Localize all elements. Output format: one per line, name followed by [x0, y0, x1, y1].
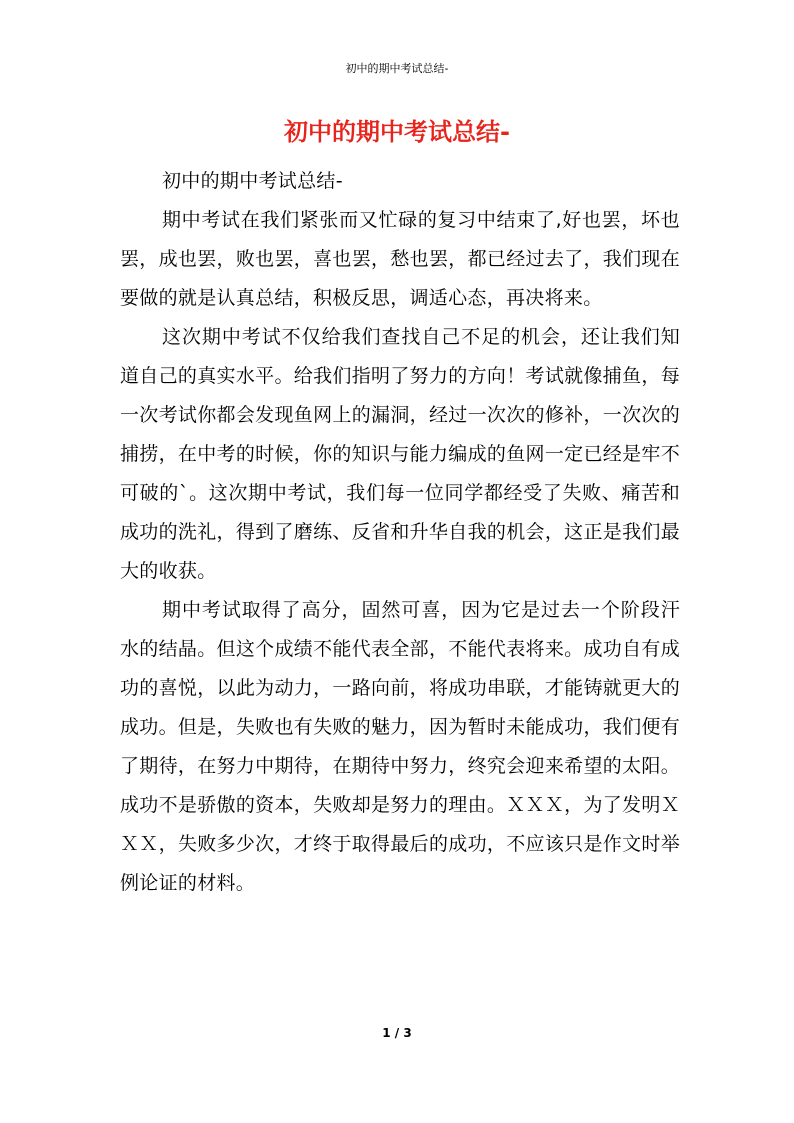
- paragraph-subtitle: 初中的期中考试总结-: [162, 170, 343, 192]
- paragraph: 期中考试取得了高分，固然可喜，因为它是过去一个阶段汗水的结晶。但这个成绩不能代表全部，不能代表将来。成功自有成功的喜悦，以此为动力，一路向前，将成功串联，才能铸就更大的成功。但是，失败也有失败的魅力，因为暂时未能成功，我们便有了期待，在努力中期待，在期待中努力，终究会迎来希望的太阳。成功不是骄傲的资本，失败却是努力的理由。ＸＸＸ，为了发明ＸＸＸ，失败多少次，才终于取得最后的成功，不应该只是作文时举例论证的材料。: [120, 599, 680, 894]
- document-body: [120, 162, 680, 903]
- document-title: 初中的期中考试总结-: [284, 118, 510, 146]
- page-number: 1 / 3: [382, 1026, 412, 1040]
- running-header: 初中的期中考试总结-: [345, 62, 449, 75]
- paragraph: 这次期中考试不仅给我们查找自己不足的机会，还让我们知道自己的真实水平。给我们指明了努力的方向！考试就像捕鱼，每一次考试你都会发现鱼网上的漏洞，经过一次次的修补，一次次的捕捞，在中考的时候，你的知识与能力编成的鱼网一定已经是牢不可破的`。这次期中考试，我们每一位同学都经受了失败、痛苦和成功的洗礼，得到了磨练、反省和升华自我的机会，这正是我们最大的收获。: [120, 326, 680, 582]
- paragraph: 期中考试在我们紧张而又忙碌的复习中结束了,好也罢，坏也罢，成也罢，败也罢，喜也罢，愁也罢，都已经过去了，我们现在要做的就是认真总结，积极反思，调适心态，再决将来。: [120, 209, 680, 309]
